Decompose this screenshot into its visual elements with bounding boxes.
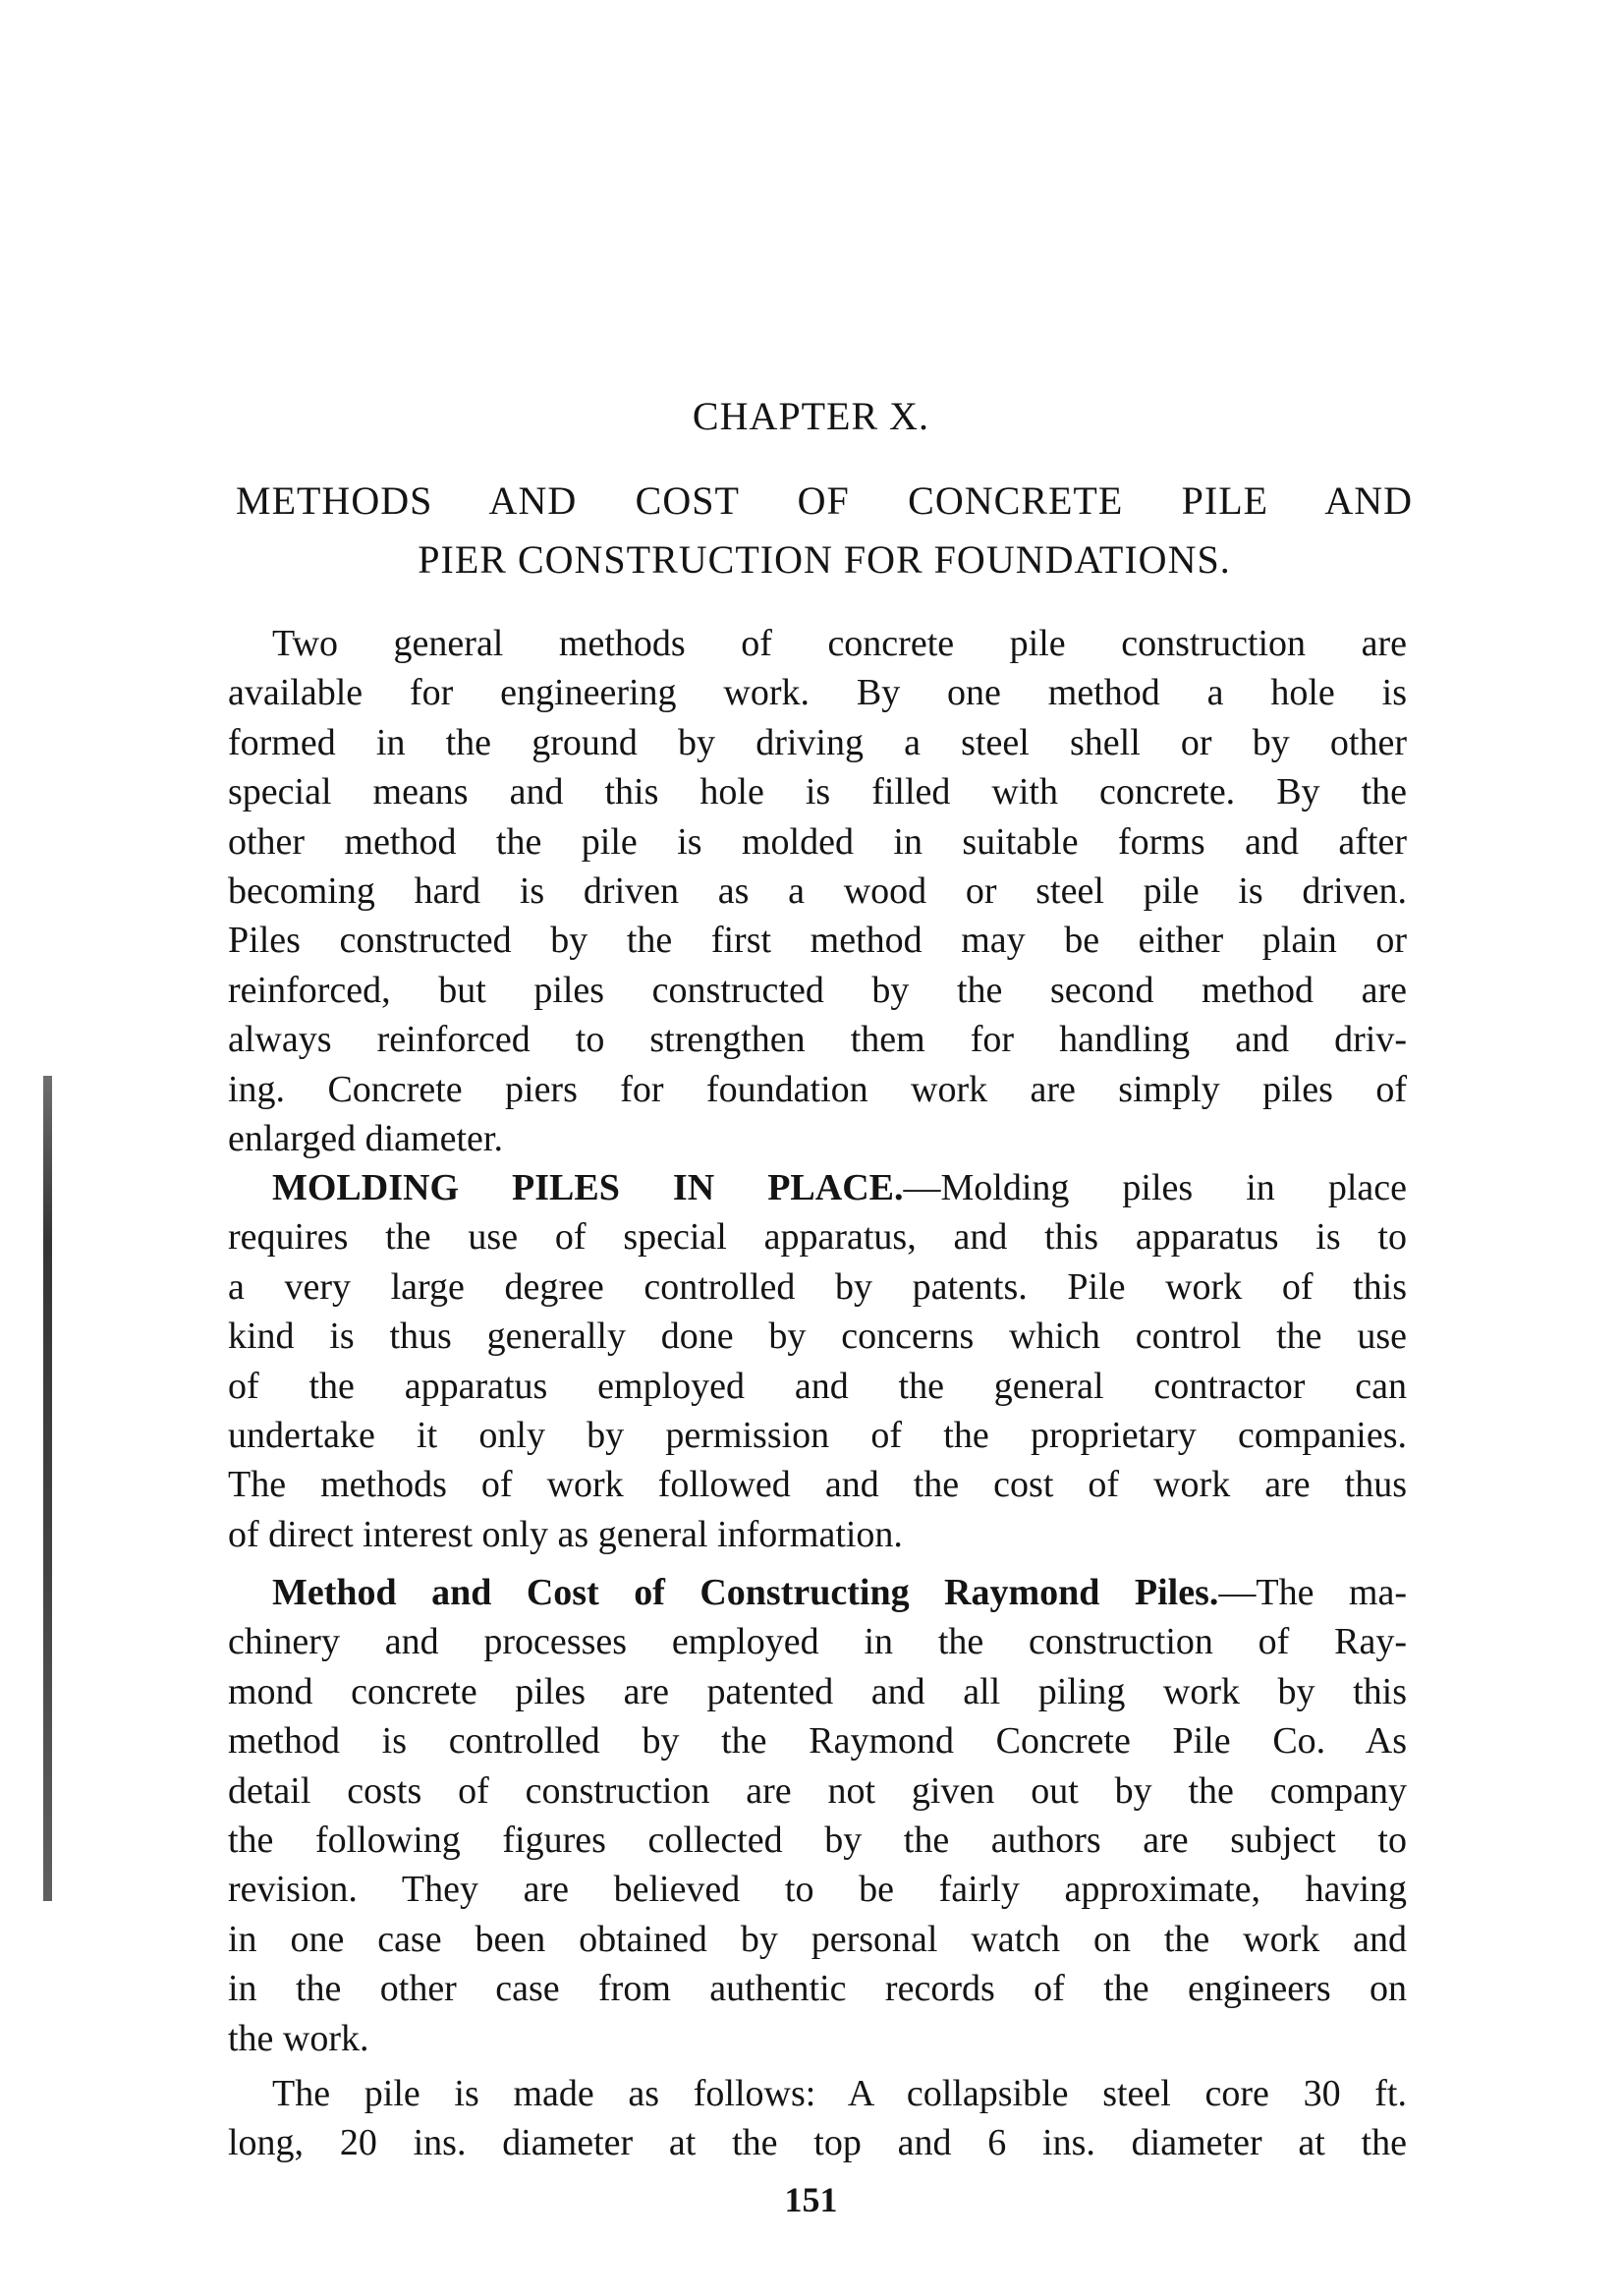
- run-in-heading: MOLDING PILES IN PLACE.: [272, 1167, 904, 1208]
- text-line: revision. They are believed to be fairly approximate, having: [228, 1869, 1407, 1911]
- text-line: the following figures collected by the authors are subject to: [228, 1819, 1407, 1861]
- text-line: The pile is made as follows: A collapsible steel core 30 ft.: [272, 2073, 1407, 2114]
- page-number: 151: [784, 2180, 838, 2219]
- text-line: mond concrete piles are patented and all piling work by this: [228, 1670, 1407, 1712]
- text-line: long, 20 ins. diameter at the top and 6 ins. diameter at the: [228, 2122, 1407, 2164]
- paragraph-intro: [228, 619, 1407, 1163]
- text-line: a very large degree controlled by patents. Pile work of this: [228, 1265, 1407, 1308]
- chapter-title-line-1: METHODS AND COST OF CONCRETE PILE AND: [236, 478, 1413, 523]
- text-line: Two general methods of concrete pile construction are: [272, 623, 1407, 664]
- text-line: of the apparatus employed and the general contractor can: [228, 1365, 1407, 1407]
- scan-binding-shadow: [43, 1076, 52, 1901]
- paragraph-raymond-piles: [228, 1568, 1407, 2063]
- text-line: Piles constructed by the first method may be either plain or: [228, 920, 1407, 962]
- text-line: formed in the ground by driving a steel shell or by other: [228, 721, 1407, 763]
- text-line: The methods of work followed and the cost of work are thus: [228, 1464, 1407, 1506]
- text-line: becoming hard is driven as a wood or steel pile is driven.: [228, 869, 1407, 912]
- text-run: —Molding piles in place: [903, 1167, 1408, 1208]
- text-line: chinery and processes employed in the construction of Ray-: [228, 1621, 1407, 1663]
- paragraph-pile-construction: [228, 2069, 1407, 2168]
- text-line: always reinforced to strengthen them for handling and driv-: [228, 1019, 1407, 1061]
- text-line: ing. Concrete piers for foundation work are simply piles of: [228, 1068, 1407, 1110]
- text-line: reinforced, but piles constructed by the second method are: [228, 969, 1407, 1011]
- text-line: kind is thus generally done by concerns which control the use: [228, 1316, 1407, 1358]
- text-line: available for engineering work. By one method a hole is: [228, 672, 1407, 714]
- text-line: [228, 1568, 1407, 1617]
- text-line: [228, 1163, 1407, 1212]
- chapter-title-line-2: PIER CONSTRUCTION FOR FOUNDATIONS.: [418, 537, 1231, 582]
- text-line: detail costs of construction are not given out by the company: [228, 1769, 1407, 1812]
- chapter-number: CHAPTER X.: [692, 394, 930, 438]
- text-line: other method the pile is molded in suitable forms and after: [228, 820, 1407, 863]
- text-line: special means and this hole is filled with concrete. By the: [228, 771, 1407, 813]
- text-line: in the other case from authentic records of the engineers on: [228, 1968, 1407, 2010]
- text-line: enlarged diameter.: [228, 1117, 503, 1159]
- paragraph-molding-piles: [228, 1163, 1407, 1559]
- text-line: the work.: [228, 2017, 369, 2059]
- run-in-heading: Method and Cost of Constructing Raymond Piles.: [272, 1572, 1219, 1613]
- text-line: method is controlled by the Raymond Concrete Pile Co. As: [228, 1720, 1407, 1763]
- text-line: in one case been obtained by personal watch on the work and: [228, 1918, 1407, 1960]
- text-line: of direct interest only as general information.: [228, 1513, 903, 1555]
- text-run: —The ma-: [1218, 1572, 1408, 1613]
- text-line: undertake it only by permission of the proprietary companies.: [228, 1414, 1407, 1456]
- text-line: requires the use of special apparatus, and this apparatus is to: [228, 1216, 1407, 1259]
